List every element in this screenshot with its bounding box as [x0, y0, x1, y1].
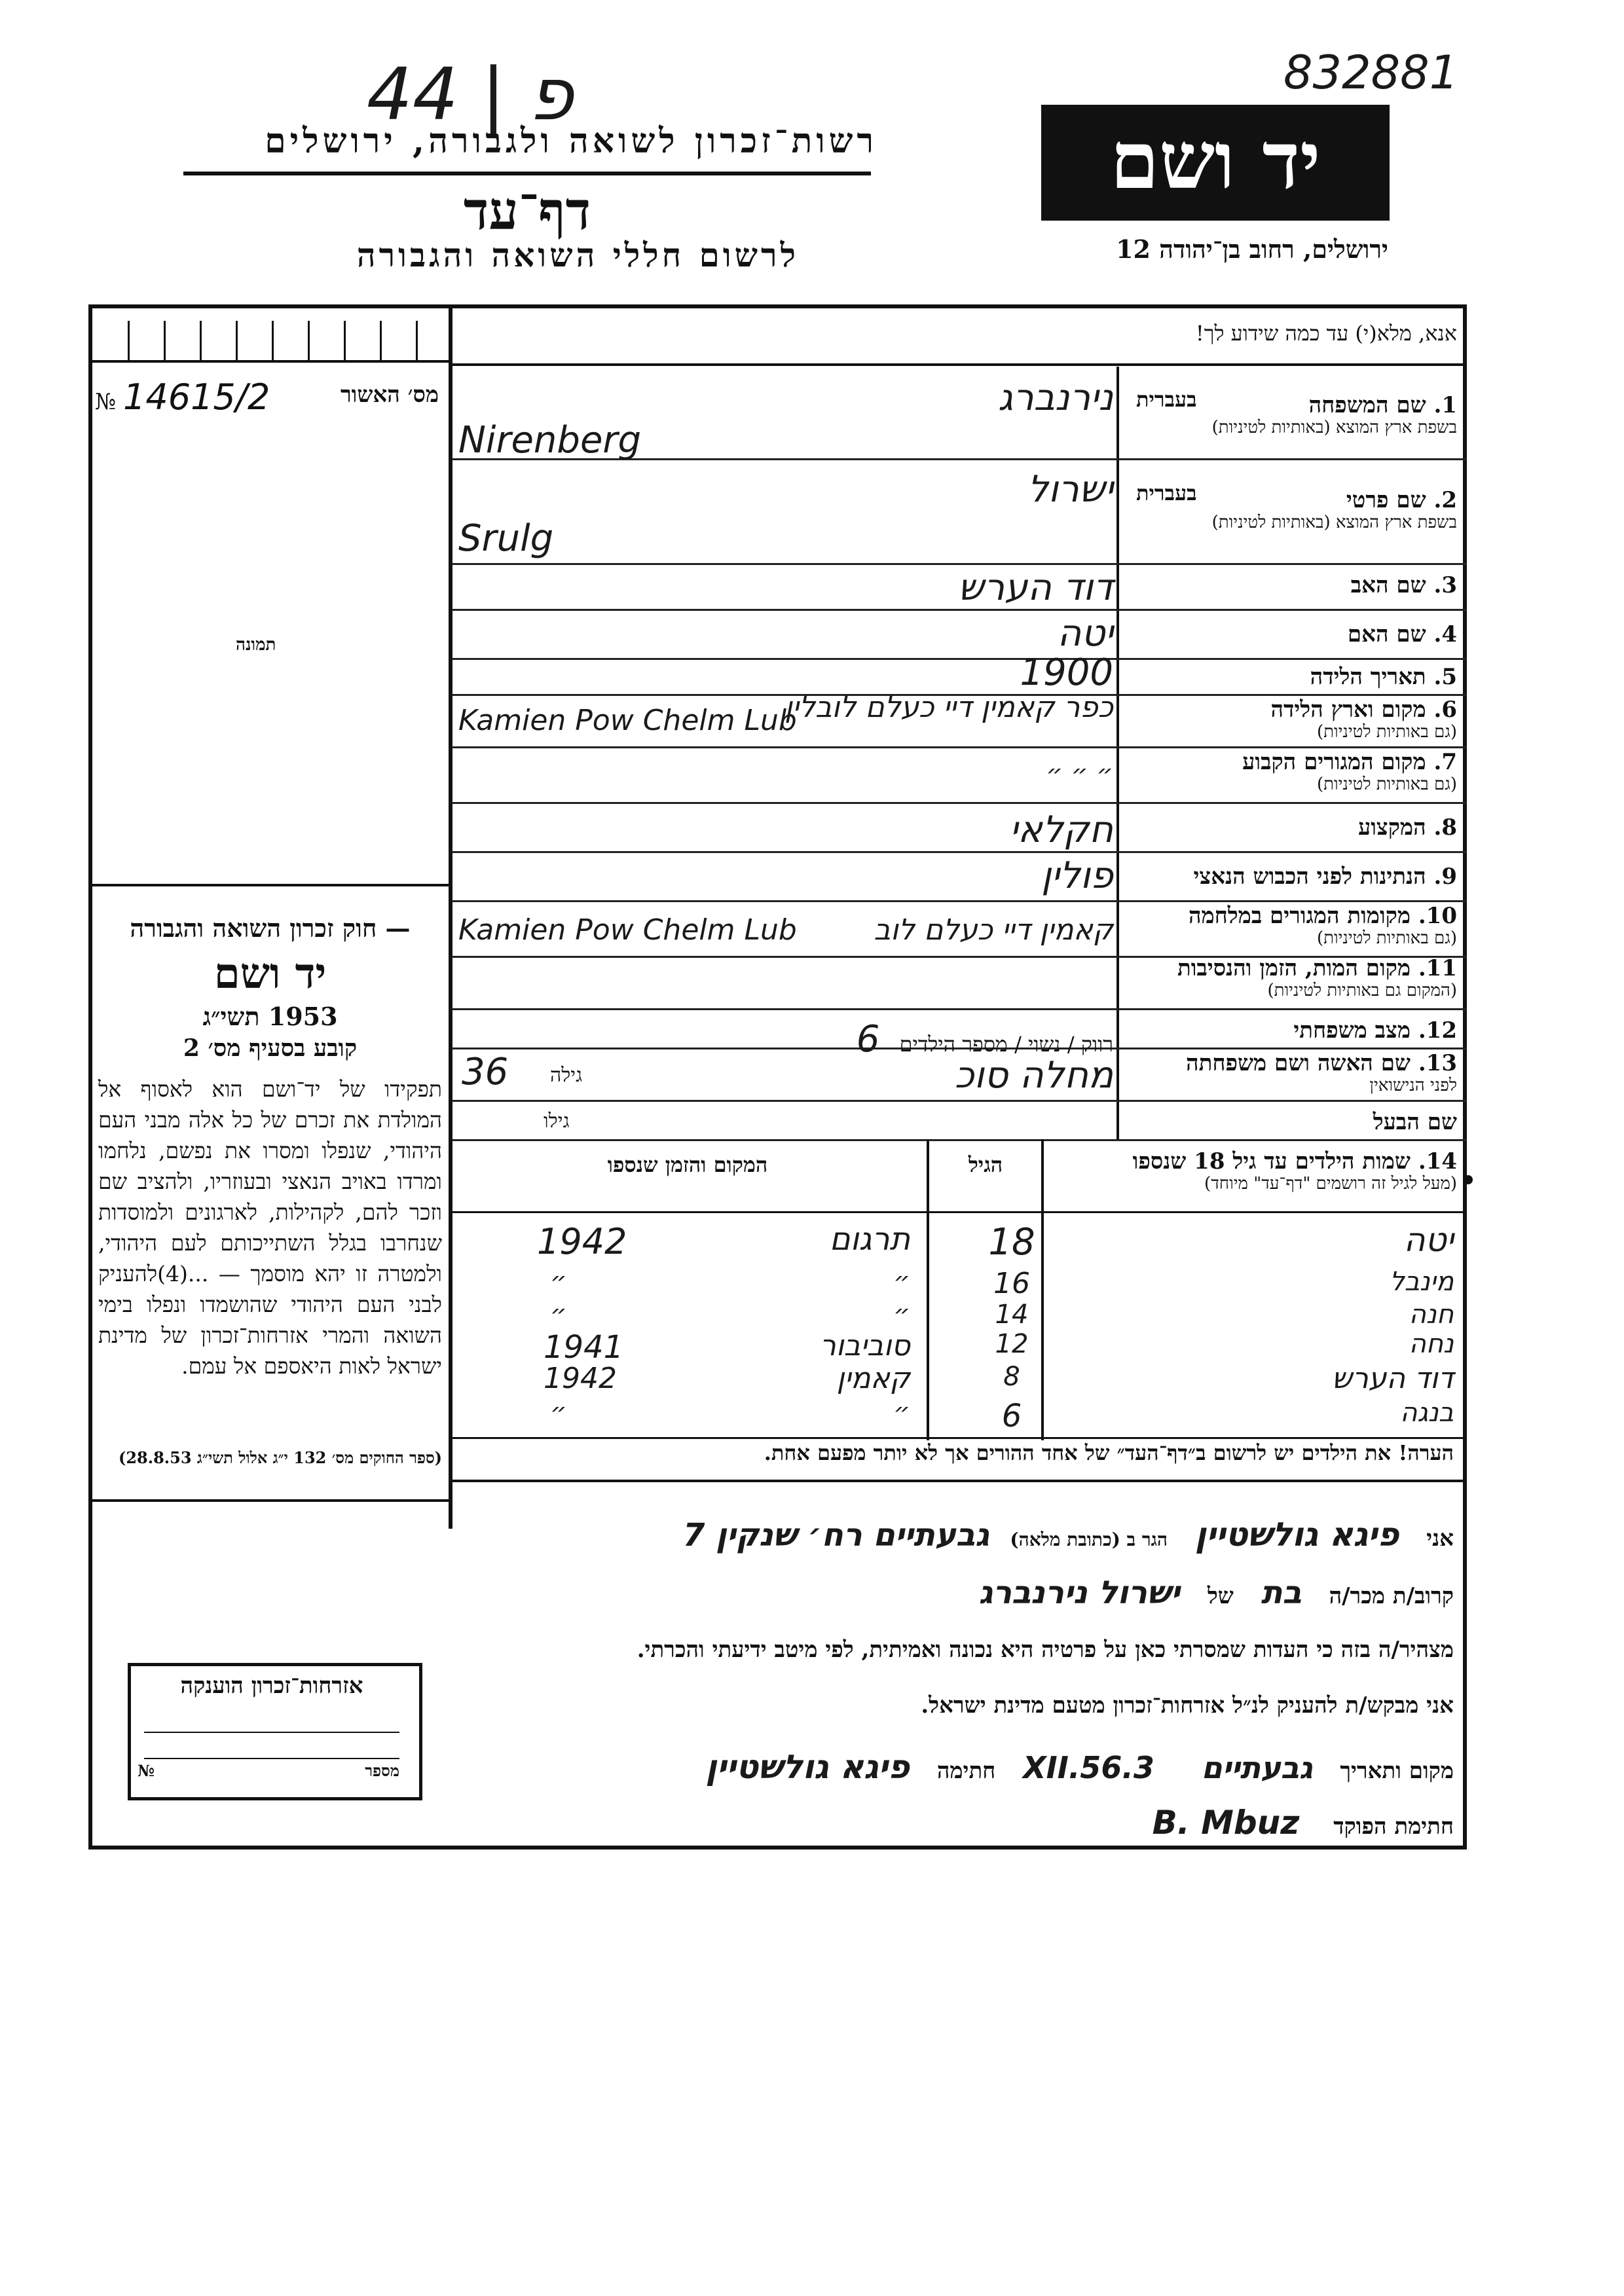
tick — [308, 321, 310, 360]
child-name: חנה — [1409, 1300, 1454, 1330]
authority-underline — [183, 172, 871, 175]
row-label-text: 6. מקום וארץ הלידה — [1270, 697, 1457, 723]
of-name: ישרול נירנברג — [978, 1575, 1180, 1611]
wife-age-label: גילה — [550, 1064, 583, 1087]
tick — [200, 321, 202, 360]
row-line — [452, 802, 1467, 804]
row-label-text: 1. שם המשפחה — [1308, 392, 1457, 418]
children-age-header: הגיל — [968, 1152, 1003, 1177]
mother-name: יטה — [1057, 612, 1113, 655]
row-label-text: 10. מקומות המגורים במלחמה — [1188, 903, 1457, 929]
declarant-address: גבעתיים רח׳ שנקין 7 — [683, 1517, 989, 1554]
child-year: 1941 — [544, 1329, 624, 1366]
prompt-row-line — [452, 363, 1467, 366]
place-date-label: מקום ותאריך — [1340, 1758, 1454, 1784]
child-place: תרגום — [829, 1221, 910, 1258]
child-name: דוד הערש — [1331, 1362, 1454, 1395]
signature-label: חתימה — [936, 1758, 996, 1784]
row-label-text: 11. מקום המות, הזמן והנסיבות — [1177, 955, 1457, 981]
row-label-residence — [1123, 750, 1457, 795]
tick — [416, 321, 418, 360]
row-line — [452, 900, 1467, 902]
child-age: 8 — [1003, 1362, 1020, 1392]
citizenship: פולין — [1041, 854, 1113, 897]
relation: בת — [1261, 1575, 1302, 1611]
children-header-line — [452, 1211, 1467, 1213]
left-separator — [92, 884, 449, 886]
row-label-citizenship: 9. הנתינות לפני הכבוש הנאצי — [1193, 864, 1457, 890]
row-label-text: 7. מקום המגורים הקבוע — [1242, 749, 1457, 775]
children-bottom-line — [452, 1437, 1467, 1439]
child-name: נחה — [1409, 1329, 1454, 1359]
surname-latin: Nirenberg — [458, 419, 641, 462]
row-label-sub: (גם באותיות לטיניות) — [1316, 774, 1457, 795]
child-age: 18 — [988, 1221, 1035, 1264]
row-label-text: 13. שם האשה ושם משפחתה — [1186, 1050, 1457, 1076]
birthplace-latin: Kamien Pow Chelm Lub — [458, 704, 797, 737]
declaration-line-officer — [458, 1804, 1454, 1842]
row-label-sub: (גם באותיות לטיניות) — [1316, 722, 1457, 742]
award-line — [144, 1758, 399, 1759]
tick — [344, 321, 346, 360]
declaration-line-place — [458, 1748, 1454, 1786]
row-label-sub: לפני הנישואין — [1369, 1076, 1457, 1096]
row-label-birthdate: 5. תאריך הלידה — [1310, 664, 1457, 690]
margin-dot — [1464, 1175, 1473, 1184]
approval-label: מס׳ האשור — [340, 382, 439, 408]
child-age: 12 — [995, 1329, 1029, 1359]
law-clause: קובע בסעיף מס׳ 2 — [183, 1034, 358, 1062]
child-age: 14 — [995, 1300, 1029, 1330]
child-year: ״ — [550, 1300, 567, 1330]
child-year: 1942 — [544, 1362, 617, 1395]
note-bottom-line — [452, 1480, 1467, 1482]
approval-number-field — [95, 376, 445, 418]
row-line — [452, 609, 1467, 611]
reference-number: 832881 — [1283, 46, 1459, 100]
wife-name: מחלה סוכ — [954, 1054, 1113, 1097]
form-title: דף־עד — [463, 180, 591, 242]
approval-number: 14615/2 — [123, 376, 270, 418]
child-row — [452, 1398, 1467, 1437]
child-row — [452, 1221, 1467, 1264]
first-name-latin: Srulg — [458, 517, 554, 560]
child-year: ״ — [550, 1267, 567, 1297]
father-name: דוד הערש — [957, 566, 1113, 609]
award-number-label: מספר — [365, 1761, 399, 1780]
row-line — [452, 746, 1467, 748]
child-place: ״ — [893, 1300, 910, 1330]
row-label-wartime-residence — [1123, 903, 1457, 949]
wife-age: 36 — [462, 1051, 509, 1093]
row-label-first-name — [1123, 481, 1457, 533]
children-label — [1123, 1149, 1457, 1194]
surname-hebrew: נירנברג — [997, 376, 1113, 419]
row-label-death — [1123, 956, 1457, 1001]
row-line — [452, 1008, 1467, 1010]
declaration-request: אני מבקש/ת להעניק לנ״ל אזרחות־זכרון מטעם מדינת ישראל. — [921, 1692, 1454, 1719]
children-label-text: 14. שמות הילדים עד גיל 18 שנספו — [1132, 1148, 1457, 1175]
declaration-line-2 — [458, 1575, 1454, 1611]
photo-label: תמונה — [236, 635, 276, 655]
child-age: 6 — [1001, 1398, 1022, 1434]
law-yad-vashem: יד ושם — [213, 949, 327, 998]
declaration-date: 3.XII.56 — [1023, 1750, 1154, 1785]
child-place: סוביבור — [819, 1329, 910, 1362]
child-place: קאמין — [836, 1362, 910, 1395]
officer-label: חתימת הפוקד — [1333, 1813, 1454, 1840]
tick — [272, 321, 274, 360]
child-name: מינבל — [1390, 1267, 1454, 1297]
child-place: ״ — [893, 1398, 910, 1428]
wartime-residence-latin: Kamien Pow Chelm Lub — [458, 913, 797, 947]
child-place: ״ — [893, 1267, 910, 1297]
wartime-residence-hebrew: קאמין דיי כעלם לוב — [874, 913, 1113, 947]
award-no-sign: № — [138, 1761, 155, 1780]
marital-status-text: רווק / נשוי / מספר הילדים — [899, 1032, 1113, 1057]
officer-signature: B. Mbuz — [1152, 1804, 1300, 1842]
row-label-marital: 12. מצב משפחתי — [1293, 1017, 1457, 1044]
tick — [236, 321, 238, 360]
child-year: ״ — [550, 1398, 567, 1428]
tick — [164, 321, 166, 360]
law-text: תפקידו של יד־ושם הוא לאסוף אל המולדת את זכרם של כל אלה מבני העם היהודי, שנפלו ומסרו את נפשם, נלחמו ומרדו באויב הנאצי ובעוזריו, ולהציב שם וזכר להם, לקהילות, לארגונים ולמוסדות שנחרבו בגלל השתייכותם לעם היהודי, ולמטרה זו יהא מוסמך — ...(4)להעניק לבני העם היהודי שהושמדו ונפלו בימי השואה והמרי אזרחות־זכרון של מדינת ישראל לאות היאספם אל עמם. — [98, 1076, 442, 1379]
row-label-profession: 8. המקצוע — [1357, 814, 1457, 841]
form-prompt: אנא, מלא(י) עד כמה שידוע לך! — [1195, 321, 1457, 346]
form-subtitle: לרשום חללי השואה והגבורה — [356, 236, 799, 274]
logo-text: יד ושם — [1110, 115, 1321, 207]
child-age: 16 — [993, 1267, 1030, 1300]
of-label: של — [1207, 1583, 1234, 1609]
tick — [128, 321, 130, 360]
row-line — [452, 1139, 1467, 1141]
child-name: יטה — [1403, 1221, 1454, 1259]
row-tag: בעברית — [1136, 481, 1197, 505]
row-line — [452, 563, 1467, 565]
law-year: 1953 תשי״ג — [202, 1002, 338, 1031]
birth-date: 1900 — [1020, 651, 1113, 694]
declaration-statement: מצהיר/ה בזה כי העדות שמסרתי כאן על פרטיה היא נכונה ואמיתית, לפי מיטב ידיעתי והכרתי. — [637, 1637, 1454, 1663]
child-name: בנגה — [1400, 1398, 1454, 1428]
award-number — [138, 1761, 406, 1780]
child-row — [452, 1362, 1467, 1401]
law-reference: (ספר החוקים מס׳ 132 י״ג אלול תשי״ג 28.8.53) — [118, 1448, 442, 1467]
address-label: הגר ב (כתובת מלאה) — [1010, 1529, 1168, 1550]
first-name-hebrew: ישרול — [1027, 468, 1113, 511]
row-label-sub: (גם באותיות לטיניות) — [1316, 928, 1457, 949]
row-label-text: 2. שם פרטי — [1346, 487, 1457, 513]
approval-no-sign: № — [95, 389, 117, 415]
tick-row — [92, 321, 449, 363]
row-label-birthplace — [1123, 697, 1457, 742]
declarant-signature: פיגא גולשטיין — [705, 1748, 910, 1786]
row-label-sub: בשפת ארץ המוצא (באותיות לטיניות) — [1211, 418, 1457, 438]
children-count: 6 — [856, 1018, 880, 1061]
row-line — [452, 851, 1467, 853]
row-label-husband: שם הבעל — [1373, 1109, 1457, 1135]
birthplace-hebrew: כפר קאמין דיי כעלם לובלין — [784, 691, 1113, 724]
children-label-sub: (מעל לגיל זה רושמים "דף־עד" מיוחד) — [1204, 1174, 1457, 1194]
award-title: אזרחות־זכרון הוענקה — [180, 1673, 363, 1699]
children-note: הערה! את הילדים יש לרשום ב״דף־העד״ של אחד ההורים אך לא יותר מפעם אחת. — [764, 1440, 1454, 1465]
child-year: 1942 — [537, 1221, 627, 1262]
residence: ״ ״ ״ — [1046, 759, 1113, 790]
husband-age-label: גילו — [544, 1110, 570, 1133]
row-label-mother: 4. שם האם — [1347, 621, 1457, 647]
row-label-wife — [1123, 1051, 1457, 1096]
relative-label: קרוב/ת מכר/ה — [1329, 1583, 1454, 1609]
row-label-sub: בשפת ארץ המוצא (באותיות לטיניות) — [1211, 513, 1457, 533]
declaration-line-1 — [458, 1516, 1454, 1554]
left-separator — [92, 1499, 449, 1502]
tick — [380, 321, 382, 360]
declarant-name: פיגא גולשטיין — [1194, 1516, 1399, 1554]
children-place-header: המקום והזמן שנספו — [607, 1152, 768, 1177]
row-label-sub: (המקום גם באותיות לטיניות) — [1267, 981, 1457, 1001]
address: ירושלים, רחוב בן־יהודה 12 — [1116, 234, 1388, 264]
declaration-place: גבעתיים — [1201, 1750, 1313, 1785]
profession: חקלאי — [1009, 809, 1113, 851]
law-title: — חוק זכרון השואה והגבורה — [130, 913, 411, 943]
authority-name: רשות־זכרון לשואה ולגבורה, ירושלים — [265, 121, 877, 161]
handwritten-mark: 44 | פ — [367, 52, 574, 136]
row-label-surname — [1123, 387, 1457, 438]
award-line — [144, 1732, 399, 1733]
i-label: אני — [1426, 1525, 1454, 1552]
row-label-father: 3. שם האב — [1350, 572, 1457, 598]
row-line — [452, 1100, 1467, 1102]
yad-vashem-logo — [1041, 105, 1390, 221]
label-column-divider — [1116, 367, 1119, 1139]
row-tag: בעברית — [1136, 387, 1197, 412]
